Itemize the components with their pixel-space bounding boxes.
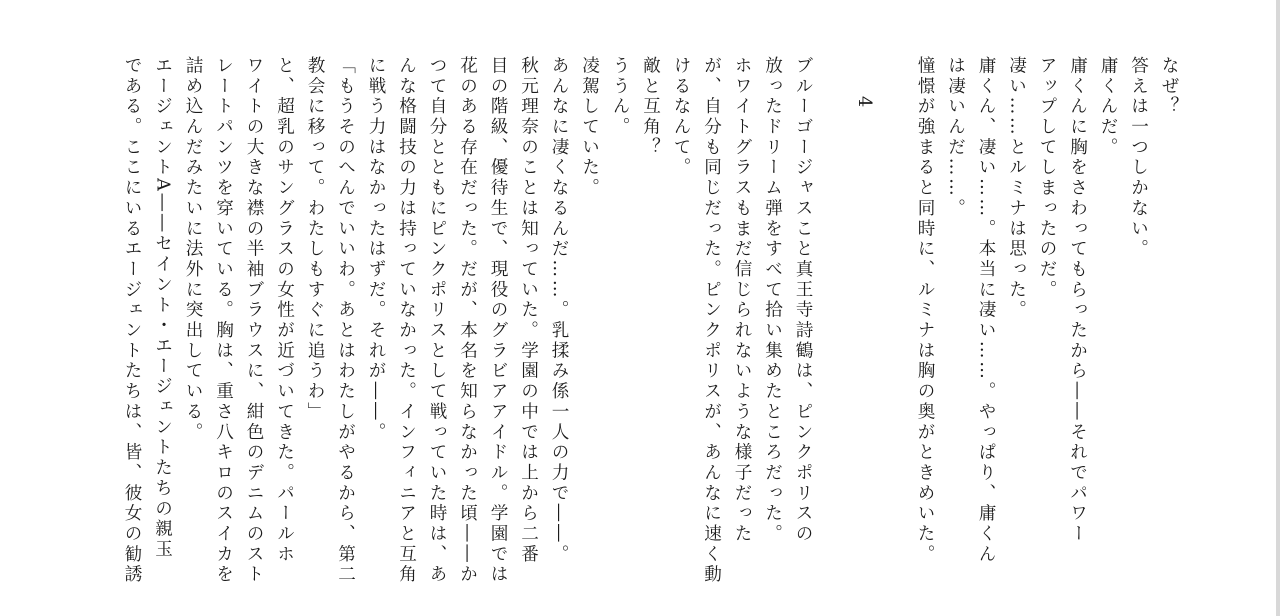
text-line: 答えは一つしかない。 <box>1128 56 1149 260</box>
text-line: あんなに凄くなるんだ……。乳揉み係一人の力で――。 <box>549 56 569 565</box>
text-line: レートパンツを穿いている。胸は、重さ八キロのスイカを <box>213 56 234 586</box>
text-line: 秋元理奈のことは知っていた。学園の中では上から二番 <box>518 56 539 565</box>
text-line: が、自分も同じだった。ピンクポリスが、あんなに速く動 <box>701 56 722 586</box>
text-line: 放ったドリーム弾をすべて拾い集めたところだった。 <box>762 56 783 545</box>
chapter-number: 4 <box>854 96 874 110</box>
text-line: ホワイトグラスもまだ信じられないような様子だった <box>732 56 752 545</box>
text-line: つて自分とともにピンクポリスとして戦っていた時は、あ <box>427 56 447 586</box>
text-line: 「もうそのへんでいいわ。あとはわたしがやるから、第二 <box>335 56 356 586</box>
text-line: アップしてしまったのだ。 <box>1037 56 1057 301</box>
text-line: ううん。 <box>610 56 630 138</box>
text-line: 凄い……とルミナは思った。 <box>1006 56 1027 321</box>
text-line: んな格闘技の力は持っていなかった。インフィニアと互角 <box>396 56 417 586</box>
vertical-text-body <box>117 56 1185 596</box>
text-line: 教会に移って。わたしもすぐに追うわ」 <box>305 56 325 423</box>
text-line: ワイトの大きな襟の半袖ブラウスに、紺色のデニムのスト <box>244 56 264 586</box>
text-line: 憧憬が強まると同時に、ルミナは胸の奥がときめいた。 <box>915 56 935 565</box>
text-line: 庸くんだ。 <box>1098 56 1118 158</box>
text-line: に戦う力はなかったはずだ。それが――。 <box>366 56 386 443</box>
text-line: である。ここにいるエージェントたちは、皆、彼女の勧誘 <box>122 56 142 586</box>
text-line: は凄いんだ……。 <box>945 56 966 219</box>
text-line: ブルーゴージャスこと真王寺詩鶴は、ピンクポリスの <box>793 56 813 545</box>
text-line: けるなんて。 <box>671 56 691 179</box>
blank-line <box>879 56 910 596</box>
text-line: なぜ？ <box>1159 56 1179 118</box>
text-line: 花のある存在だった。だが、本名を知らなかった頃――か <box>457 56 478 586</box>
text-line: 目の階級、優待生で、現役のグラビアアイドル。学園では <box>488 56 508 586</box>
text-line: 凌駕していた。 <box>579 56 600 199</box>
text-line: 詰め込んだみたいに法外に突出している。 <box>183 56 203 443</box>
page-edge <box>1276 0 1280 616</box>
blank-line <box>818 56 849 596</box>
text-line: 庸くんに胸をさわってもらったから――それでパワー <box>1067 56 1088 545</box>
text-line: エージェントA――セイント・エージェントたちの親玉 <box>152 56 173 560</box>
text-line: 敵と互角？ <box>640 56 661 158</box>
text-line: と、超乳のサングラスの女性が近づいてきた。パールホ <box>274 56 295 565</box>
text-line: 庸くん、凄い……。本当に凄い……。やっぱり、庸くん <box>976 56 996 565</box>
